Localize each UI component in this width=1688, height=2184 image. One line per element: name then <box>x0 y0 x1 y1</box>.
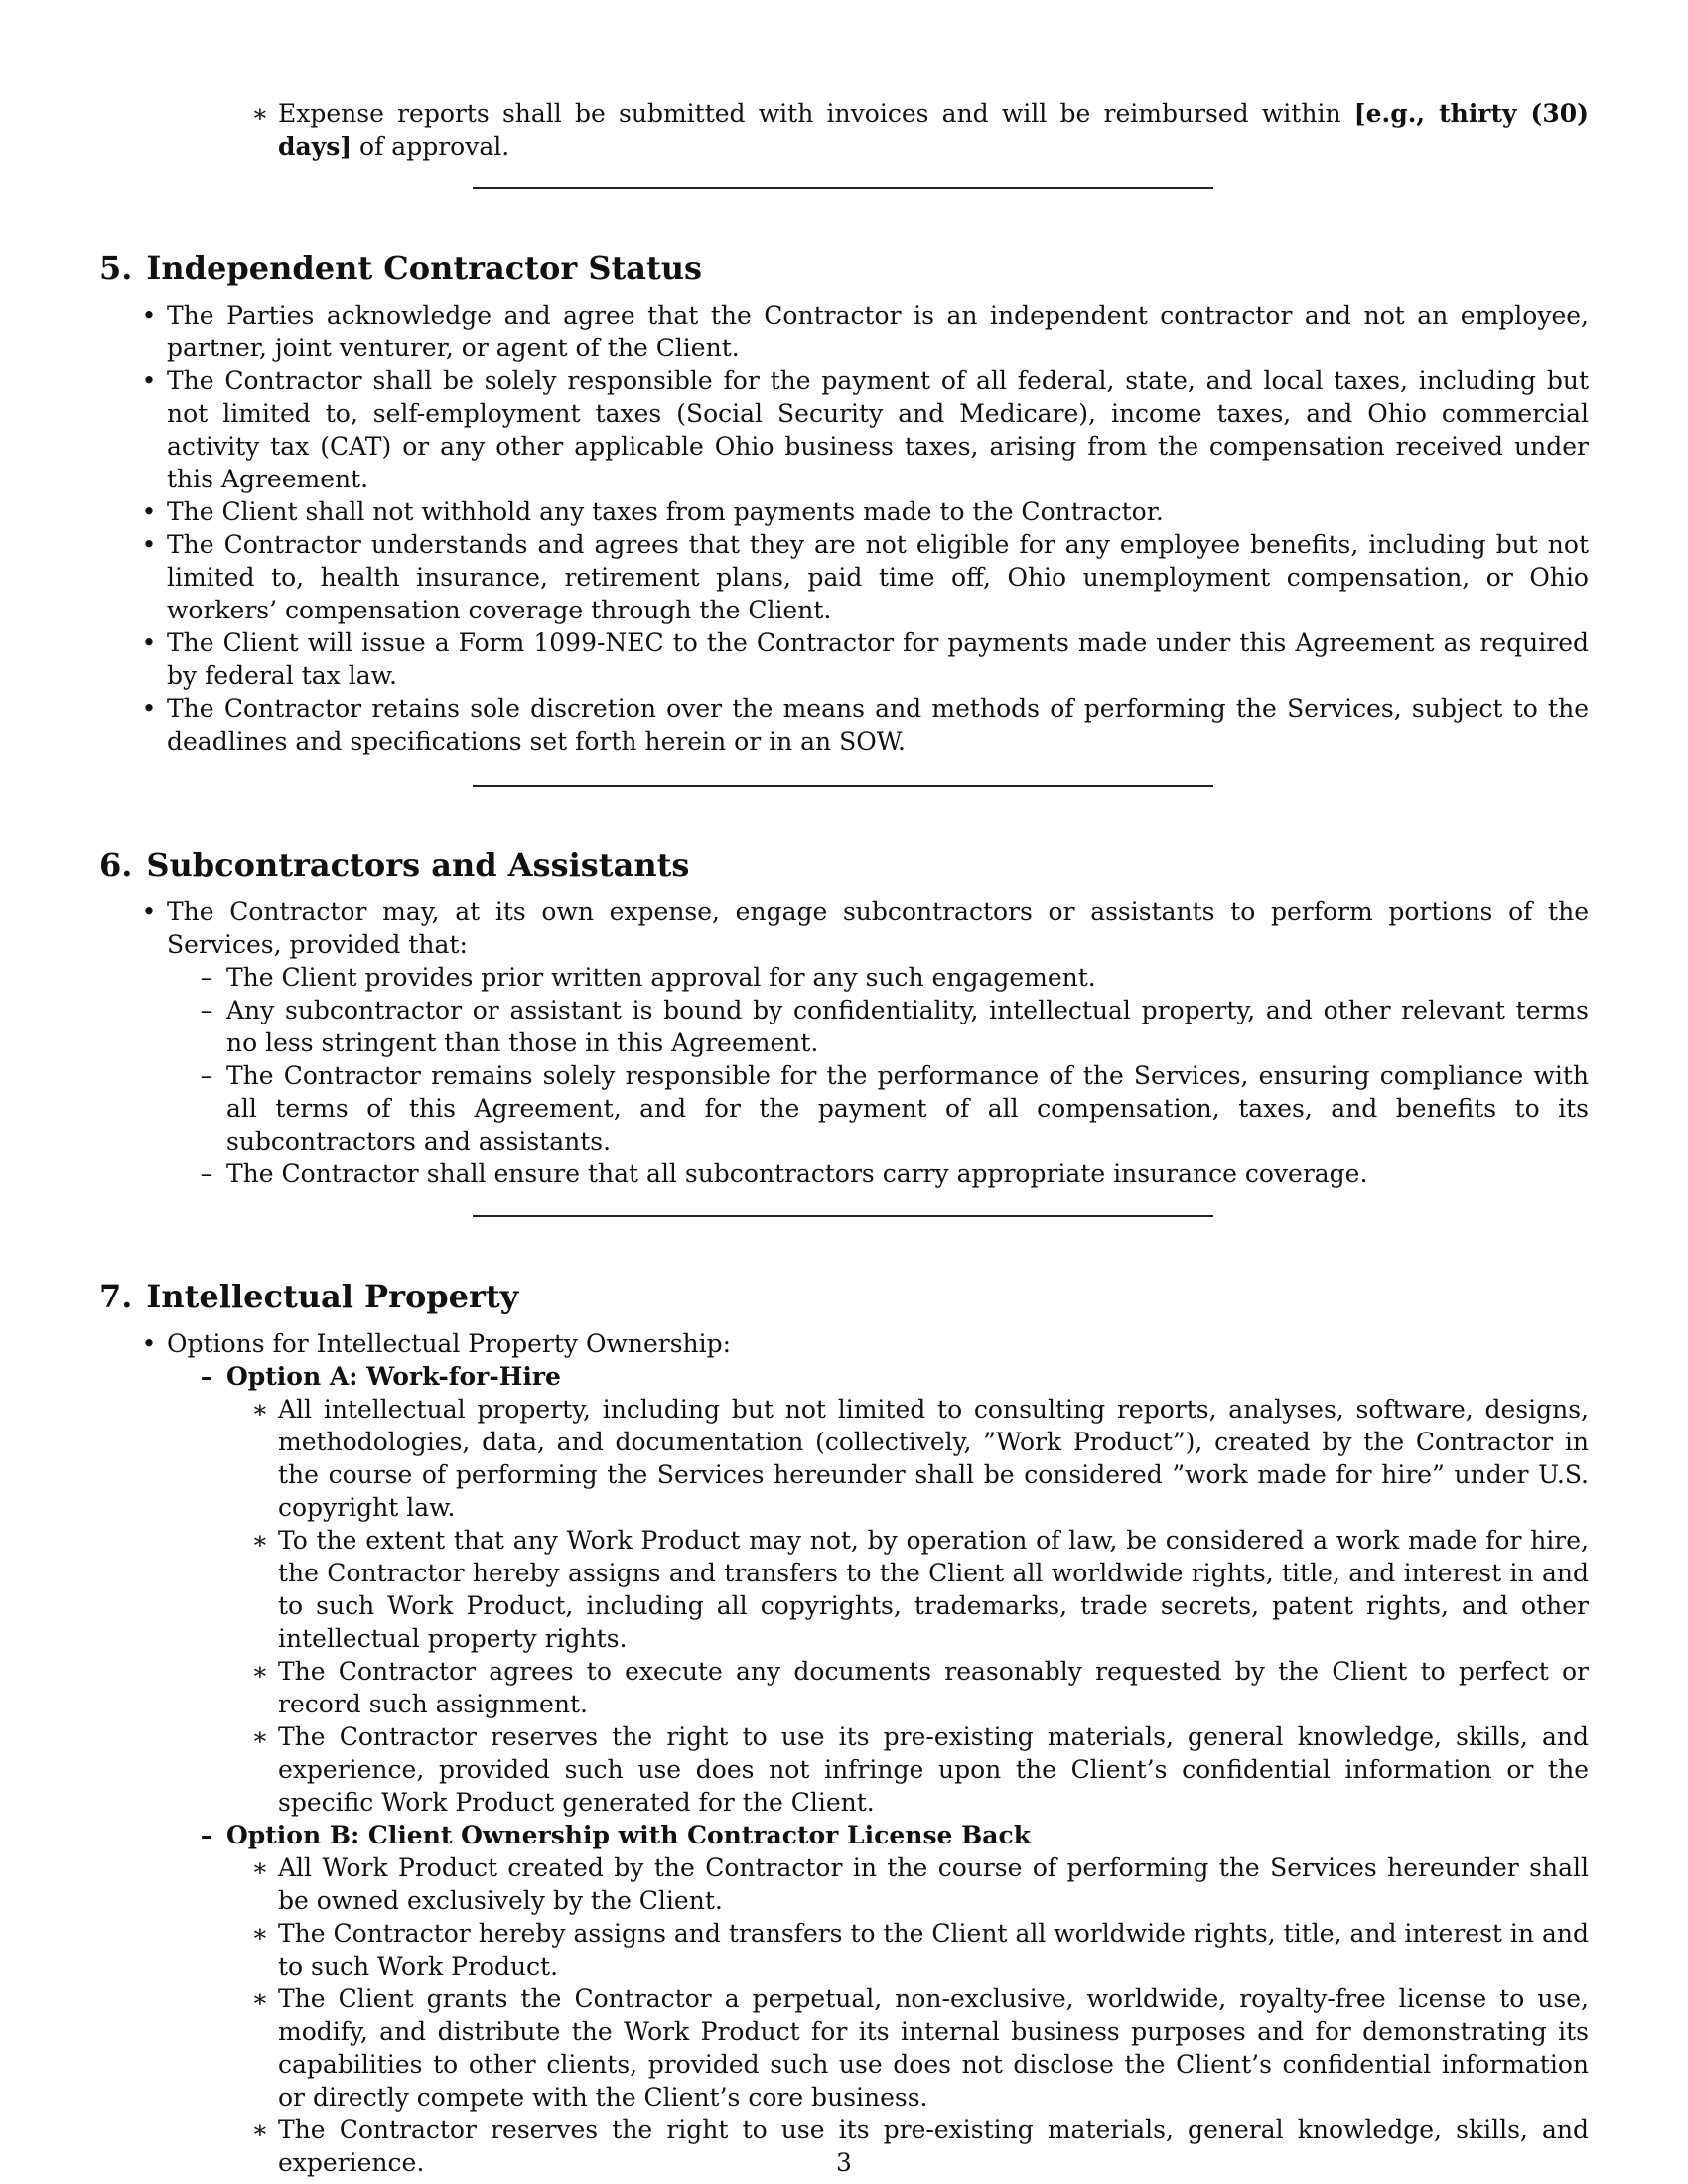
list-item <box>99 692 1589 757</box>
sub-list-item <box>99 1059 1589 1158</box>
asterisk-bullet-icon: ∗ <box>251 1722 269 1751</box>
list-item <box>99 528 1589 626</box>
section-number: 5. <box>99 249 133 287</box>
sub-list-item-text: The Client provides prior written approval for any such engagement. <box>226 963 1096 992</box>
option-item <box>99 1655 1589 1720</box>
bullet-icon: • <box>141 530 157 559</box>
dash-bullet-icon: – <box>200 963 213 992</box>
list-item-text: The Contractor understands and agrees that they are not eligible for any employee benefits, including but not limited to, health insurance, retirement plans, paid time off, Ohio unemployment compensation, or Ohio workers’ compensation coverage through the Client. <box>167 530 1589 624</box>
expense-reports-item <box>99 97 1589 163</box>
document-body <box>99 97 1589 2179</box>
section-6-heading <box>99 845 1589 885</box>
dash-bullet-icon: – <box>200 1061 213 1090</box>
expense-text-post: of approval. <box>352 132 510 161</box>
asterisk-bullet-icon: ∗ <box>251 1984 269 2013</box>
option-item-text: All intellectual property, including but not limited to consulting reports, analyses, software, designs, methodologies, data, and documentation (collectively, ”Work Product”), created by the Contractor in the course of performing the Services hereunder shall be considered ”work made for hire” under U.S. copyright law. <box>278 1395 1589 1522</box>
section-divider <box>473 1215 1213 1217</box>
section-title: Intellectual Property <box>146 1278 519 1315</box>
bullet-icon: • <box>141 897 157 926</box>
option-item <box>99 1982 1589 2114</box>
asterisk-bullet-icon: ∗ <box>251 1395 269 1424</box>
section-7-heading <box>99 1277 1589 1316</box>
list-item <box>99 364 1589 495</box>
sub-list-item <box>99 994 1589 1059</box>
asterisk-bullet-icon: ∗ <box>251 1657 269 1686</box>
option-item <box>99 1393 1589 1524</box>
dash-bullet-icon: – <box>200 1362 213 1391</box>
bullet-icon: • <box>141 694 157 723</box>
asterisk-bullet-icon: ∗ <box>251 99 269 128</box>
list-item-text: The Contractor retains sole discretion over the means and methods of performing the Services, subject to the deadlines and specifications set forth herein or in an SOW. <box>167 694 1589 755</box>
option-a-heading <box>99 1360 1589 1393</box>
sub-list-item <box>99 961 1589 994</box>
sub-list-item-text: Any subcontractor or assistant is bound by confidentiality, intellectual property, and other relevant terms no less stringent than those in this Agreement. <box>226 996 1589 1057</box>
option-b-heading <box>99 1819 1589 1851</box>
bullet-icon: • <box>141 301 157 330</box>
section-number: 6. <box>99 846 133 884</box>
sub-list-item <box>99 1158 1589 1190</box>
list-item <box>99 626 1589 692</box>
sub-list-item-text: The Contractor remains solely responsible for the performance of the Services, ensuring compliance with all terms of this Agreement, and for the payment of all compensation, taxes, and benefits to its subcontractors and assistants. <box>226 1061 1589 1156</box>
section-title: Subcontractors and Assistants <box>146 846 690 884</box>
option-item <box>99 1851 1589 1917</box>
list-item-text: The Client will issue a Form 1099-NEC to the Contractor for payments made under this Agreement as required by federal tax law. <box>167 628 1589 690</box>
asterisk-bullet-icon: ∗ <box>251 1526 269 1555</box>
dash-bullet-icon: – <box>200 1821 213 1849</box>
bullet-icon: • <box>141 366 157 395</box>
option-item-text: The Client grants the Contractor a perpetual, non-exclusive, worldwide, royalty-free license to use, modify, and distribute the Work Product for its internal business purposes and for demonstrating its capabilities to other clients, provided such use does not disclose the Client’s confidential information or directly compete with the Client’s core business. <box>278 1984 1589 2112</box>
list-item-text: Options for Intellectual Property Ownership: <box>167 1329 732 1358</box>
page-number: 3 <box>836 2148 852 2177</box>
expense-text-bold: [e.g., thirty (30) days] <box>278 99 1589 161</box>
option-item-text: The Contractor reserves the right to use its pre-existing materials, general knowledge, skills, and experience, provided such use does not infringe upon the Client’s confidential information or the specific Work Product generated for the Client. <box>278 1722 1589 1817</box>
option-item <box>99 1917 1589 1982</box>
sub-list-item-text: The Contractor shall ensure that all subcontractors carry appropriate insurance coverage. <box>226 1160 1368 1188</box>
dash-bullet-icon: – <box>200 996 213 1024</box>
section-number: 7. <box>99 1278 133 1315</box>
expense-text-pre: Expense reports shall be submitted with invoices and will be reimbursed within <box>278 99 1354 128</box>
bullet-icon: • <box>141 628 157 657</box>
bullet-icon: • <box>141 497 157 526</box>
option-title: Option A: Work-for-Hire <box>226 1362 561 1391</box>
list-item <box>99 495 1589 528</box>
list-item-text: The Client shall not withhold any taxes from payments made to the Contractor. <box>167 497 1164 526</box>
list-item-text: The Contractor shall be solely responsible for the payment of all federal, state, and local taxes, including but not limited to, self-employment taxes (Social Security and Medicare), income taxes, and Ohio commercial activity tax (CAT) or any other applicable Ohio business taxes, arising from the compensation received under this Agreement. <box>167 366 1589 493</box>
option-item <box>99 1524 1589 1655</box>
asterisk-bullet-icon: ∗ <box>251 1919 269 1948</box>
list-item-text: The Contractor may, at its own expense, engage subcontractors or assistants to perform portions of the Services, provided that: <box>167 897 1589 959</box>
bullet-icon: • <box>141 1329 157 1358</box>
option-item <box>99 1720 1589 1819</box>
section-5-heading <box>99 248 1589 288</box>
option-item-text: The Contractor reserves the right to use its pre-existing materials, general knowledge, skills, and experience. <box>278 2116 1589 2177</box>
option-item-text: All Work Product created by the Contractor in the course of performing the Services hereunder shall be owned exclusively by the Client. <box>278 1853 1589 1915</box>
asterisk-bullet-icon: ∗ <box>251 2116 269 2144</box>
list-item <box>99 1327 1589 1360</box>
list-item-text: The Parties acknowledge and agree that the Contractor is an independent contractor and not an employee, partner, joint venturer, or agent of the Client. <box>167 301 1589 362</box>
list-item <box>99 895 1589 961</box>
option-item-text: The Contractor agrees to execute any documents reasonably requested by the Client to perfect or record such assignment. <box>278 1657 1589 1718</box>
section-divider <box>473 187 1213 189</box>
list-item <box>99 299 1589 364</box>
option-item-text: To the extent that any Work Product may not, by operation of law, be considered a work made for hire, the Contractor hereby assigns and transfers to the Client all worldwide rights, title, and interest in and to such Work Product, including all copyrights, trademarks, trade secrets, patent rights, and other intellectual property rights. <box>278 1526 1589 1653</box>
section-divider <box>473 785 1213 787</box>
asterisk-bullet-icon: ∗ <box>251 1853 269 1882</box>
option-item-text: The Contractor hereby assigns and transfers to the Client all worldwide rights, title, and interest in and to such Work Product. <box>278 1919 1589 1980</box>
dash-bullet-icon: – <box>200 1160 213 1188</box>
section-title: Independent Contractor Status <box>146 249 703 287</box>
option-title: Option B: Client Ownership with Contractor License Back <box>226 1821 1031 1849</box>
